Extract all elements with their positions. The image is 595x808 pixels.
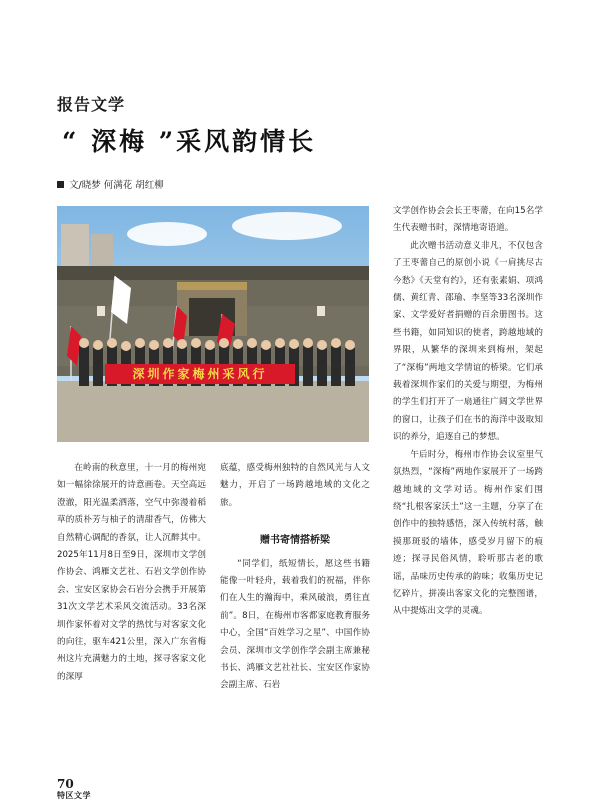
paragraph: 底蕴，感受梅州独特的自然风光与人文魅力，开启了一场跨越地域的文化之旅。 bbox=[220, 463, 370, 508]
byline bbox=[57, 177, 164, 191]
magazine-name: 特区文学 bbox=[57, 790, 91, 800]
paragraph: 午后时分，梅州市作协会议室里气氛热烈，“深梅”两地作家展开了一场跨越地域的文学对话。梅州作家们围绕“扎根客家沃土”这一主题，分享了在创作中的独特感悟，深入传统村落，触摸那斑驳的墙体，感受岁月留下的痕迹；探寻民俗风情，聆听那古老的歌谣，品味历史传承的韵味；收集历史记忆碎片，拼凑出客家文化的完整图谱，从中提炼出文学的灵魂。 bbox=[393, 449, 543, 617]
page-number: 70 bbox=[57, 777, 74, 791]
byline-text: 文/晓梦 何满花 胡红柳 bbox=[69, 180, 164, 191]
column-1 bbox=[57, 460, 206, 686]
article-title: “ 深梅 ”采风韵情长 bbox=[62, 127, 317, 156]
square-bullet-icon bbox=[57, 181, 64, 188]
paragraph: “同学们，纸短情长，愿这些书籍能像一叶轻舟，载着我们的祝福，伴你们在人生的瀚海中，乘风破浪，勇往直前”。8日，在梅州市客都家庭教育服务中心，全国“百姓学习之星”、中国作协会员、深圳市文学创作学会副主席兼秘书长、鸿雁文艺社社长、宝安区作家协会副主席、石岩 bbox=[220, 558, 370, 691]
paragraph: 在岭南的秋意里，十一月的梅州宛如一幅徐徐展开的诗意画卷。天空高远澄澈，阳光温柔洒落，空气中弥漫着稻草的质朴芳与柚子的清甜香气，仿佛大自然精心调配的香氛，让人沉醉其中。2025年11月8日至9日，深圳市文学创作协会、鸿雁文艺社、石岩文学创作协会、宝安区家协会石岩分会携手开展第31次文学艺术采风交流活动。33名深圳作家怀着对文学的热忱与对客家文化的向往，驱车421公里，深入广东省梅州这片充满魅力的土地，探寻客家文化的深厚 bbox=[57, 463, 206, 682]
paragraph: 此次赠书活动意义非凡，不仅包含了王枣薷自己的原创小说《一肩挑尽古今愁》《天堂有约》，还有张素娟、项鸿儒、黄红青、邵瑜、李坚等33名深圳作家、文学爱好者捐赠的百余册图书。这些书籍，如同知识的使者，跨越地域的界限，从繁华的深圳来到梅州，架起了“深梅”两地文学情谊的桥梁。它们承载着深圳作家们的关爱与期望，为梅州的学生们打开了一扇通往广阔文学世界的窗口，让孩子们在书的海洋中汲取知识的养分，追逐自己的梦想。 bbox=[393, 240, 543, 443]
group-photo bbox=[57, 206, 369, 442]
column-2 bbox=[220, 460, 370, 695]
subheading: 赠书寄情搭桥梁 bbox=[260, 535, 330, 547]
paragraph: 文学创作协会会长王枣薷，在向15名学生代表赠书时，深情地寄语道。 bbox=[393, 206, 543, 234]
group-photo-illustration bbox=[57, 206, 369, 442]
column-3 bbox=[393, 203, 543, 621]
section-label: 报告文学 bbox=[57, 95, 126, 114]
banner-text: 深圳作家梅州采风行 bbox=[132, 367, 268, 381]
